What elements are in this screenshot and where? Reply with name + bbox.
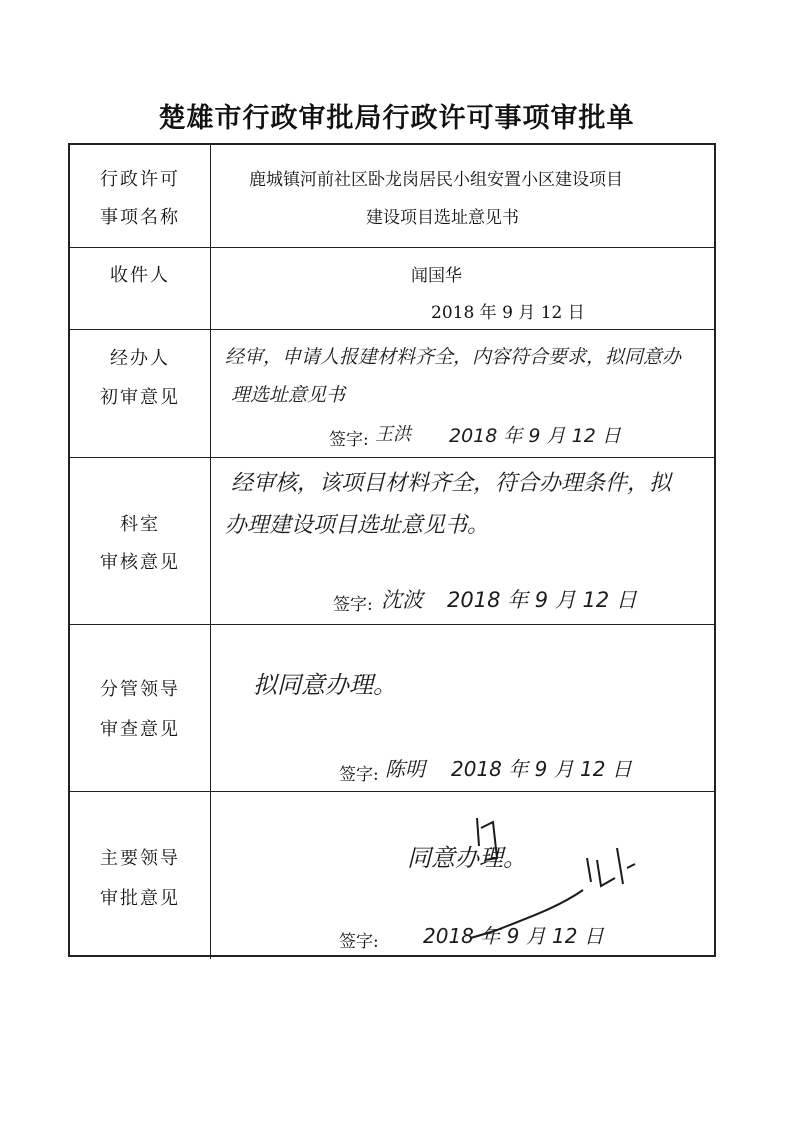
- sign-label: 签字:: [333, 595, 373, 615]
- label-line: 科室: [120, 514, 160, 535]
- content-leader: [211, 792, 714, 959]
- row-item-name: [70, 145, 714, 247]
- receiver-date: 2018 年 9 月 12 日: [431, 303, 585, 323]
- row-leader: [70, 791, 714, 959]
- supervisor-sign-date: 2018 年 9 月 12 日: [451, 757, 632, 781]
- label-department: [70, 458, 211, 624]
- content-receiver: [211, 248, 714, 329]
- label-line: 收件人: [110, 265, 170, 286]
- row-receiver: [70, 247, 714, 329]
- handler-signature: 王洪: [375, 424, 411, 445]
- label-line: 事项名称: [100, 207, 180, 228]
- department-opinion-line: 办理建设项目选址意见书。: [225, 513, 490, 538]
- department-sign-date: 2018 年 9 月 12 日: [447, 588, 637, 612]
- label-line: 审批意见: [100, 888, 180, 909]
- label-line: 经办人: [110, 348, 170, 369]
- supervisor-opinion: 拟同意办理。: [253, 671, 397, 699]
- label-leader: [70, 792, 211, 959]
- content-department: [211, 458, 714, 624]
- label-line: 主要领导: [100, 848, 180, 869]
- page-title: 楚雄市行政审批局行政许可事项审批单: [158, 103, 635, 134]
- label-handler: [70, 330, 211, 457]
- content-supervisor: [211, 625, 714, 791]
- supervisor-signature: 陈明: [385, 757, 425, 781]
- leader-opinion: 同意办理。: [407, 844, 527, 872]
- row-supervisor: [70, 624, 714, 791]
- content-item-name: [211, 145, 714, 247]
- label-line: 行政许可: [100, 169, 180, 190]
- label-line: 分管领导: [100, 679, 180, 700]
- handler-opinion-line: 经审，申请人报建材料齐全，内容符合要求，拟同意办: [225, 346, 682, 368]
- label-item-name: [70, 145, 211, 247]
- sign-label: 签字:: [339, 765, 379, 785]
- leader-sign-date: 2018 年 9 月 12 日: [423, 924, 604, 948]
- label-line: 初审意见: [100, 387, 180, 408]
- department-opinion-line: 经审核，该项目材料齐全，符合办理条件，拟: [231, 471, 672, 496]
- approval-form: [68, 143, 716, 957]
- sign-label: 签字:: [329, 430, 369, 450]
- content-handler: [211, 330, 714, 457]
- label-supervisor: [70, 625, 211, 791]
- label-line: 审核意见: [100, 552, 180, 573]
- item-name-line: 建设项目选址意见书: [366, 208, 519, 228]
- sign-label: 签字:: [339, 932, 379, 952]
- receiver-name: 闻国华: [411, 266, 462, 286]
- label-receiver: [70, 248, 211, 329]
- row-department: [70, 457, 714, 624]
- label-line: 审查意见: [100, 719, 180, 740]
- handler-sign-date: 2018 年 9 月 12 日: [449, 425, 621, 447]
- row-handler: [70, 329, 714, 457]
- item-name-line: 鹿城镇河前社区卧龙岗居民小组安置小区建设项目: [249, 170, 623, 190]
- department-signature: 沈波: [381, 588, 423, 612]
- handler-opinion-line: 理选址意见书: [231, 384, 346, 406]
